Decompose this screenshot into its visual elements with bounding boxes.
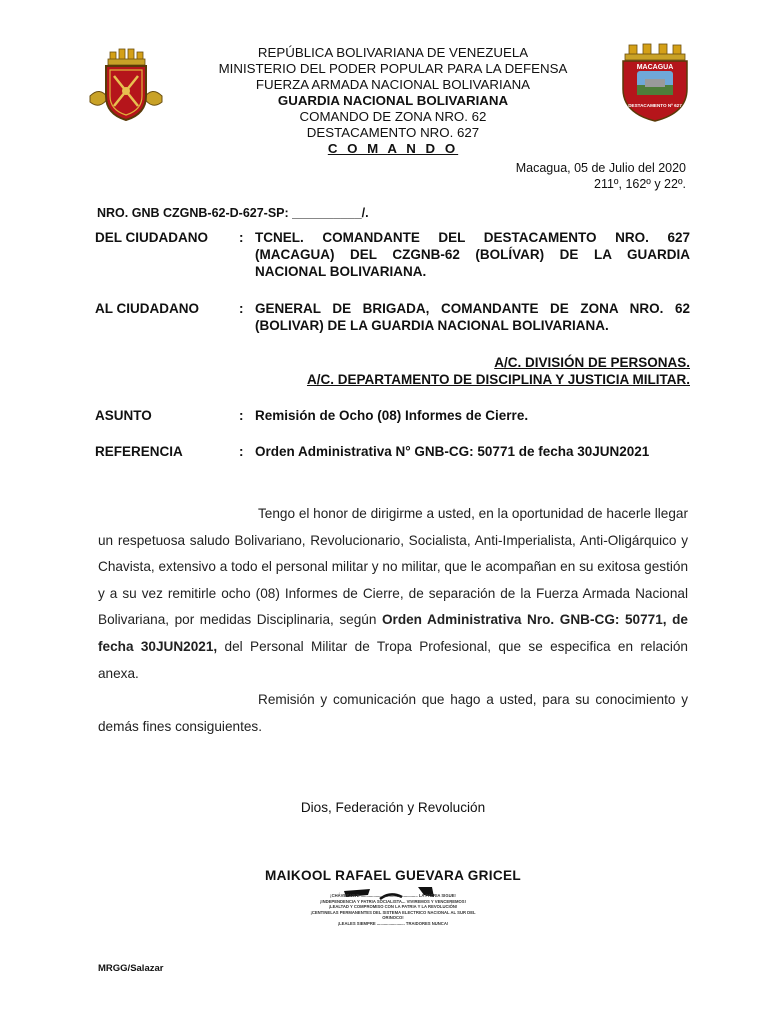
crest-bottom-text: DESTACAMENTO Nº 627 — [628, 103, 682, 108]
header-line-gnb: GUARDIA NACIONAL BOLIVARIANA — [277, 93, 509, 108]
field-to-value: GENERAL DE BRIGADA, COMANDANTE DE ZONA NRO. 62 (BOLIVAR) DE LA GUARDIA NACIONAL BOLIVARIANA. — [255, 301, 690, 333]
field-from-value: TCNEL. COMANDANTE DEL DESTACAMENTO NRO. 627 (MACAGUA) DEL CZGNB-62 (BOLÍVAR) DE LA GUARDIA NACIONAL BOLIVARIANA. — [255, 230, 690, 279]
motto-line-3: ¡LEALTAD Y COMPROMISO CON LA PATRIA Y LA REVOLUCIÓN! — [328, 904, 458, 910]
header-line-fanb: FUERZA ARMADA NACIONAL BOLIVARIANA — [255, 77, 531, 92]
letter-body — [98, 501, 688, 740]
signature-motto — [300, 893, 486, 927]
attention-line-personas: A/C. DIVISIÓN DE PERSONAS. — [494, 355, 690, 370]
field-to-colon: : — [239, 301, 244, 316]
field-to — [95, 300, 690, 336]
date-place: Macagua, 05 de Julio del 2020 — [515, 161, 686, 175]
body-p1-text-b: del Personal Militar de Tropa Profesional, que se especifica en relación anexa. — [98, 638, 688, 681]
motto-line-4: ¡CENTINELAS PERMANENTES DEL SISTEMA ELECTRICO NACIONAL AL SUR DEL ORINOCO! — [310, 909, 476, 921]
field-subject — [95, 407, 690, 425]
crest-top-text: MACAGUA — [636, 64, 674, 71]
body-p1-text-a: Tengo el honor de dirigirme a usted, en la oportunidad de hacerle llegar un respetuosa saludo Bolivariano, Revolucionario, Socialista, Anti-Imperialista, Anti-Oligárquico y Chavista, extensivo a todo el personal militar y no militar, que le acompañan en su exitosa gestión y a su vez remitirle ocho (08) Informes de Cierre, de separación de la Fuerza Armada Nacional Bolivariana, por medidas Disciplinaria, según — [98, 506, 688, 628]
reference-number: NRO. GNB CZGNB-62-D-627-SP: __________/. — [97, 206, 369, 220]
date-block — [516, 160, 686, 192]
header-line-zone: COMANDO DE ZONA NRO. 62 — [299, 109, 487, 124]
motto-line-1: ¡CHÁVEZ VIVE ................................................. LA PATRIA SIGUE! — [330, 893, 456, 898]
header-line-comando: C O M A N D O — [327, 141, 459, 156]
body-paragraph-1 — [98, 501, 688, 687]
field-subject-colon: : — [239, 408, 244, 423]
field-subject-value: Remisión de Ocho (08) Informes de Cierre. — [255, 408, 529, 423]
closing-phrase: Dios, Federación y Revolución — [300, 800, 486, 815]
body-p1-order-reference: Orden Administrativa Nro. GNB-CG: 50771, de fecha 30JUN2021, — [98, 612, 688, 654]
field-reference-label: REFERENCIA — [95, 444, 183, 459]
field-reference-colon: : — [239, 444, 244, 459]
field-from-label: DEL CIUDADANO — [95, 230, 209, 245]
field-to-label: AL CIUDADANO — [95, 301, 199, 316]
header-line-republic: REPÚBLICA BOLIVARIANA DE VENEZUELA — [257, 45, 529, 60]
attention-block — [307, 354, 690, 388]
field-from — [95, 229, 690, 283]
field-subject-label: ASUNTO — [95, 408, 152, 423]
field-reference-value: Orden Administrativa N° GNB-CG: 50771 de fecha 30JUN2021 — [255, 444, 650, 459]
header-line-ministry: MINISTERIO DEL PODER POPULAR PARA LA DEFENSA — [218, 61, 568, 76]
footer-initials: MRGG/Salazar — [98, 963, 164, 974]
motto-line-2: ¡INDEPENDENCIA Y PATRIA SOCIALISTA... VIVIREMOS Y VENCEREMOS! — [320, 898, 466, 904]
field-from-colon: : — [239, 230, 244, 245]
date-years: 211º, 162º y 22º. — [594, 177, 686, 191]
motto-line-5: ¡LEALES SIEMPRE ........................ TRAIDORES NUNCA! — [337, 920, 449, 926]
letterhead — [150, 45, 636, 157]
attention-line-disciplina: A/C. DEPARTAMENTO DE DISCIPLINA Y JUSTICIA MILITAR. — [306, 372, 690, 387]
header-line-detachment: DESTACAMENTO NRO. 627 — [306, 125, 480, 140]
body-paragraph-2: Remisión y comunicación que hago a usted, para su conocimiento y demás fines consiguientes. — [98, 692, 688, 734]
signatory-name: MAIKOOL RAFAEL GUEVARA GRICEL — [265, 868, 521, 883]
field-reference — [95, 443, 690, 479]
